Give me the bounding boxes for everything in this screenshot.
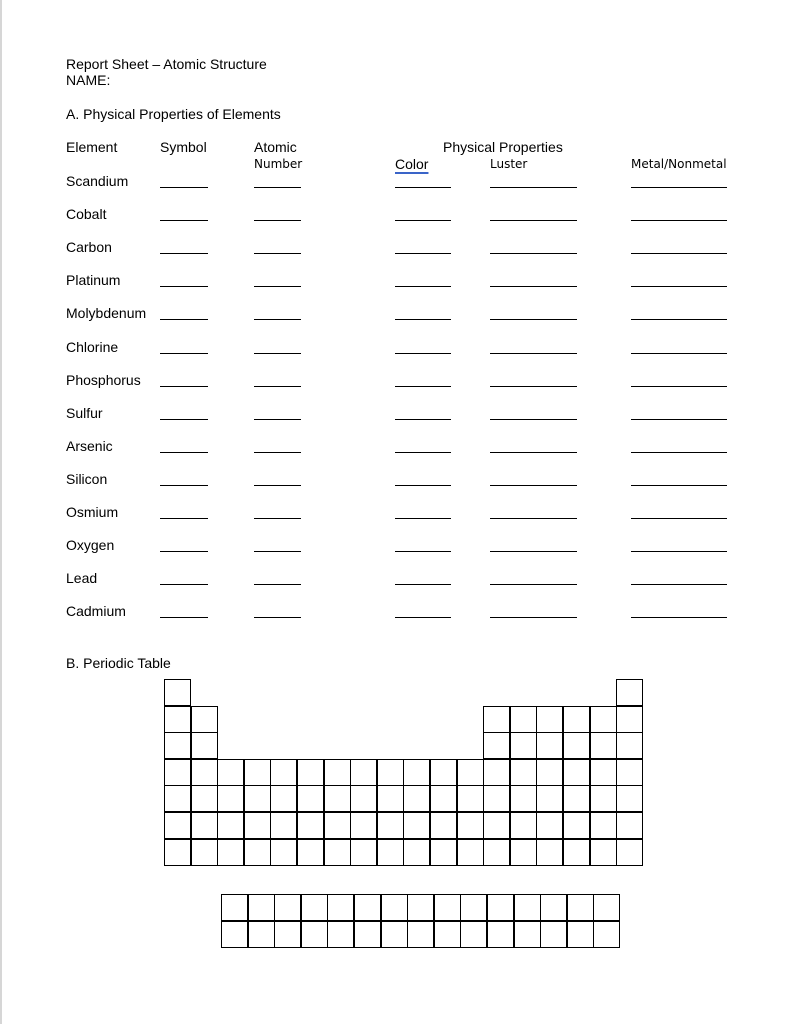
color-blank[interactable]	[395, 485, 451, 486]
periodic-cell[interactable]	[457, 839, 484, 866]
symbol-blank[interactable]	[160, 617, 208, 618]
metal-nonmetal-blank[interactable]	[631, 452, 727, 453]
col-header-atomic: Atomic	[254, 139, 297, 155]
periodic-cell[interactable]	[510, 732, 537, 759]
color-blank[interactable]	[395, 286, 451, 287]
periodic-cell[interactable]	[270, 759, 297, 786]
periodic-cell[interactable]	[191, 706, 218, 733]
luster-blank[interactable]	[490, 353, 577, 354]
luster-blank[interactable]	[490, 485, 577, 486]
periodic-cell[interactable]	[403, 785, 430, 812]
periodic-cell[interactable]	[217, 839, 244, 866]
f-block-cell[interactable]	[221, 921, 248, 948]
symbol-blank[interactable]	[160, 452, 208, 453]
f-block-cell[interactable]	[434, 921, 461, 948]
periodic-cell[interactable]	[350, 759, 377, 786]
periodic-cell[interactable]	[616, 785, 643, 812]
luster-blank[interactable]	[490, 220, 577, 221]
col-header-metal-nonmetal: Metal/Nonmetal	[631, 157, 727, 171]
f-block-cell[interactable]	[301, 894, 328, 921]
periodic-cell[interactable]	[536, 812, 563, 839]
periodic-cell[interactable]	[616, 732, 643, 759]
page-edge	[0, 0, 2, 1024]
atomic-number-blank[interactable]	[254, 551, 301, 552]
periodic-cell[interactable]	[244, 839, 271, 866]
periodic-cell[interactable]	[324, 785, 351, 812]
periodic-cell[interactable]	[297, 785, 324, 812]
luster-blank[interactable]	[490, 286, 577, 287]
f-block-cell[interactable]	[381, 921, 408, 948]
metal-nonmetal-blank[interactable]	[631, 286, 727, 287]
periodic-cell[interactable]	[457, 785, 484, 812]
metal-nonmetal-blank[interactable]	[631, 518, 727, 519]
periodic-cell[interactable]	[191, 812, 218, 839]
periodic-cell[interactable]	[616, 679, 643, 706]
metal-nonmetal-blank[interactable]	[631, 551, 727, 552]
atomic-number-blank[interactable]	[254, 584, 301, 585]
f-block-cell[interactable]	[434, 894, 461, 921]
element-name: Sulfur	[66, 405, 103, 421]
metal-nonmetal-blank[interactable]	[631, 485, 727, 486]
atomic-number-blank[interactable]	[254, 386, 301, 387]
f-block-cell[interactable]	[514, 894, 541, 921]
element-name: Silicon	[66, 471, 108, 487]
color-blank[interactable]	[395, 584, 451, 585]
metal-nonmetal-blank[interactable]	[631, 584, 727, 585]
f-block-cell[interactable]	[487, 894, 514, 921]
element-name: Carbon	[66, 239, 112, 255]
periodic-cell[interactable]	[563, 785, 590, 812]
color-blank[interactable]	[395, 617, 451, 618]
atomic-number-blank[interactable]	[254, 319, 301, 320]
metal-nonmetal-blank[interactable]	[631, 353, 727, 354]
metal-nonmetal-blank[interactable]	[631, 187, 727, 188]
f-block-cell[interactable]	[248, 921, 275, 948]
atomic-number-blank[interactable]	[254, 353, 301, 354]
periodic-cell[interactable]	[377, 785, 404, 812]
luster-blank[interactable]	[490, 584, 577, 585]
periodic-cell[interactable]	[164, 812, 191, 839]
metal-nonmetal-blank[interactable]	[631, 419, 727, 420]
periodic-cell[interactable]	[377, 759, 404, 786]
f-block-cell[interactable]	[301, 921, 328, 948]
luster-blank[interactable]	[490, 253, 577, 254]
color-blank[interactable]	[395, 551, 451, 552]
f-block-cell[interactable]	[593, 921, 620, 948]
periodic-cell[interactable]	[164, 679, 191, 706]
color-blank[interactable]	[395, 386, 451, 387]
periodic-cell[interactable]	[590, 839, 617, 866]
periodic-cell[interactable]	[270, 839, 297, 866]
periodic-cell[interactable]	[536, 706, 563, 733]
atomic-number-blank[interactable]	[254, 187, 301, 188]
f-block-cell[interactable]	[327, 894, 354, 921]
section-a-title: A. Physical Properties of Elements	[66, 106, 281, 122]
periodic-cell[interactable]	[270, 785, 297, 812]
f-block-cell[interactable]	[487, 921, 514, 948]
element-name: Arsenic	[66, 438, 113, 454]
f-block-cell[interactable]	[221, 894, 248, 921]
periodic-cell[interactable]	[563, 732, 590, 759]
periodic-cell[interactable]	[430, 839, 457, 866]
f-block-cell[interactable]	[274, 894, 301, 921]
section-b-title: B. Periodic Table	[66, 655, 171, 671]
periodic-cell[interactable]	[590, 812, 617, 839]
luster-blank[interactable]	[490, 319, 577, 320]
symbol-blank[interactable]	[160, 187, 208, 188]
periodic-cell[interactable]	[590, 706, 617, 733]
periodic-cell[interactable]	[217, 759, 244, 786]
f-block-cell[interactable]	[274, 921, 301, 948]
periodic-cell[interactable]	[297, 812, 324, 839]
color-blank[interactable]	[395, 452, 451, 453]
periodic-cell[interactable]	[377, 812, 404, 839]
metal-nonmetal-blank[interactable]	[631, 253, 727, 254]
periodic-cell[interactable]	[563, 812, 590, 839]
periodic-cell[interactable]	[616, 759, 643, 786]
col-header-physical-properties: Physical Properties	[443, 139, 563, 155]
periodic-cell[interactable]	[430, 812, 457, 839]
symbol-blank[interactable]	[160, 485, 208, 486]
periodic-cell[interactable]	[403, 839, 430, 866]
luster-blank[interactable]	[490, 452, 577, 453]
atomic-number-blank[interactable]	[254, 286, 301, 287]
color-blank[interactable]	[395, 419, 451, 420]
luster-blank[interactable]	[490, 551, 577, 552]
col-header-number: Number	[254, 157, 303, 171]
col-header-color: Color	[395, 156, 429, 172]
periodic-cell[interactable]	[244, 785, 271, 812]
metal-nonmetal-blank[interactable]	[631, 386, 727, 387]
periodic-cell[interactable]	[297, 759, 324, 786]
luster-blank[interactable]	[490, 518, 577, 519]
f-block-cell[interactable]	[567, 894, 594, 921]
periodic-cell[interactable]	[457, 759, 484, 786]
symbol-blank[interactable]	[160, 319, 208, 320]
symbol-blank[interactable]	[160, 584, 208, 585]
atomic-number-blank[interactable]	[254, 485, 301, 486]
periodic-cell[interactable]	[164, 839, 191, 866]
symbol-blank[interactable]	[160, 386, 208, 387]
f-block-cell[interactable]	[514, 921, 541, 948]
f-block-cell[interactable]	[381, 894, 408, 921]
element-name: Molybdenum	[66, 305, 147, 321]
periodic-cell[interactable]	[164, 785, 191, 812]
periodic-cell[interactable]	[350, 812, 377, 839]
symbol-blank[interactable]	[160, 518, 208, 519]
f-block-cell[interactable]	[327, 921, 354, 948]
periodic-cell[interactable]	[244, 759, 271, 786]
periodic-cell[interactable]	[483, 812, 510, 839]
f-block-cell[interactable]	[407, 894, 434, 921]
periodic-cell[interactable]	[403, 759, 430, 786]
f-block-cell[interactable]	[407, 921, 434, 948]
f-block-cell[interactable]	[354, 921, 381, 948]
luster-blank[interactable]	[490, 617, 577, 618]
periodic-cell[interactable]	[510, 785, 537, 812]
element-name: Platinum	[66, 272, 121, 288]
color-blank[interactable]	[395, 187, 451, 188]
atomic-number-blank[interactable]	[254, 253, 301, 254]
periodic-cell[interactable]	[483, 839, 510, 866]
periodic-cell[interactable]	[164, 759, 191, 786]
periodic-cell[interactable]	[164, 706, 191, 733]
periodic-cell[interactable]	[403, 812, 430, 839]
periodic-cell[interactable]	[616, 812, 643, 839]
periodic-cell[interactable]	[510, 839, 537, 866]
periodic-cell[interactable]	[590, 759, 617, 786]
col-header-element: Element	[66, 139, 118, 155]
color-blank[interactable]	[395, 319, 451, 320]
periodic-cell[interactable]	[270, 812, 297, 839]
element-name: Chlorine	[66, 339, 119, 355]
periodic-cell[interactable]	[377, 839, 404, 866]
symbol-blank[interactable]	[160, 551, 208, 552]
f-block-cell[interactable]	[567, 921, 594, 948]
f-block-cell[interactable]	[354, 894, 381, 921]
periodic-cell[interactable]	[483, 706, 510, 733]
atomic-number-blank[interactable]	[254, 220, 301, 221]
periodic-cell[interactable]	[483, 732, 510, 759]
element-name: Cobalt	[66, 206, 107, 222]
symbol-blank[interactable]	[160, 220, 208, 221]
atomic-number-blank[interactable]	[254, 452, 301, 453]
metal-nonmetal-blank[interactable]	[631, 617, 727, 618]
periodic-cell[interactable]	[457, 812, 484, 839]
element-name: Oxygen	[66, 537, 115, 553]
color-blank[interactable]	[395, 253, 451, 254]
f-block-cell[interactable]	[248, 894, 275, 921]
f-block-cell[interactable]	[593, 894, 620, 921]
periodic-cell[interactable]	[563, 839, 590, 866]
periodic-cell[interactable]	[536, 732, 563, 759]
atomic-number-blank[interactable]	[254, 419, 301, 420]
luster-blank[interactable]	[490, 419, 577, 420]
f-block-cell[interactable]	[460, 894, 487, 921]
symbol-blank[interactable]	[160, 353, 208, 354]
periodic-cell[interactable]	[350, 785, 377, 812]
f-block-cell[interactable]	[540, 921, 567, 948]
f-block-cell[interactable]	[460, 921, 487, 948]
periodic-cell[interactable]	[510, 812, 537, 839]
periodic-cell[interactable]	[430, 785, 457, 812]
element-name: Osmium	[66, 504, 119, 520]
periodic-cell[interactable]	[191, 732, 218, 759]
periodic-cell[interactable]	[191, 759, 218, 786]
name-label: NAME:	[66, 72, 111, 88]
periodic-cell[interactable]	[350, 839, 377, 866]
periodic-cell[interactable]	[297, 839, 324, 866]
atomic-number-blank[interactable]	[254, 617, 301, 618]
periodic-cell[interactable]	[217, 785, 244, 812]
color-blank[interactable]	[395, 353, 451, 354]
report-title: Report Sheet – Atomic Structure	[66, 56, 267, 72]
periodic-cell[interactable]	[590, 785, 617, 812]
element-name: Lead	[66, 570, 98, 586]
periodic-cell[interactable]	[483, 759, 510, 786]
f-block-cell[interactable]	[540, 894, 567, 921]
periodic-cell[interactable]	[244, 812, 271, 839]
symbol-blank[interactable]	[160, 419, 208, 420]
periodic-cell[interactable]	[536, 785, 563, 812]
color-blank[interactable]	[395, 518, 451, 519]
periodic-cell[interactable]	[191, 839, 218, 866]
symbol-blank[interactable]	[160, 253, 208, 254]
periodic-cell[interactable]	[590, 732, 617, 759]
periodic-cell[interactable]	[217, 812, 244, 839]
periodic-cell[interactable]	[324, 839, 351, 866]
periodic-cell[interactable]	[324, 759, 351, 786]
periodic-cell[interactable]	[510, 759, 537, 786]
metal-nonmetal-blank[interactable]	[631, 319, 727, 320]
color-blank[interactable]	[395, 220, 451, 221]
element-name: Phosphorus	[66, 372, 141, 388]
element-name: Scandium	[66, 173, 129, 189]
periodic-cell[interactable]	[324, 812, 351, 839]
periodic-cell[interactable]	[510, 706, 537, 733]
periodic-cell[interactable]	[536, 759, 563, 786]
col-header-luster: Luster	[490, 157, 528, 171]
periodic-cell[interactable]	[616, 839, 643, 866]
atomic-number-blank[interactable]	[254, 518, 301, 519]
metal-nonmetal-blank[interactable]	[631, 220, 727, 221]
symbol-blank[interactable]	[160, 286, 208, 287]
periodic-cell[interactable]	[616, 706, 643, 733]
luster-blank[interactable]	[490, 187, 577, 188]
element-name: Cadmium	[66, 603, 126, 619]
periodic-cell[interactable]	[536, 839, 563, 866]
periodic-cell[interactable]	[430, 759, 457, 786]
luster-blank[interactable]	[490, 386, 577, 387]
periodic-cell[interactable]	[164, 732, 191, 759]
periodic-cell[interactable]	[563, 706, 590, 733]
col-header-symbol: Symbol	[160, 139, 207, 155]
periodic-cell[interactable]	[563, 759, 590, 786]
periodic-cell[interactable]	[191, 785, 218, 812]
periodic-cell[interactable]	[483, 785, 510, 812]
